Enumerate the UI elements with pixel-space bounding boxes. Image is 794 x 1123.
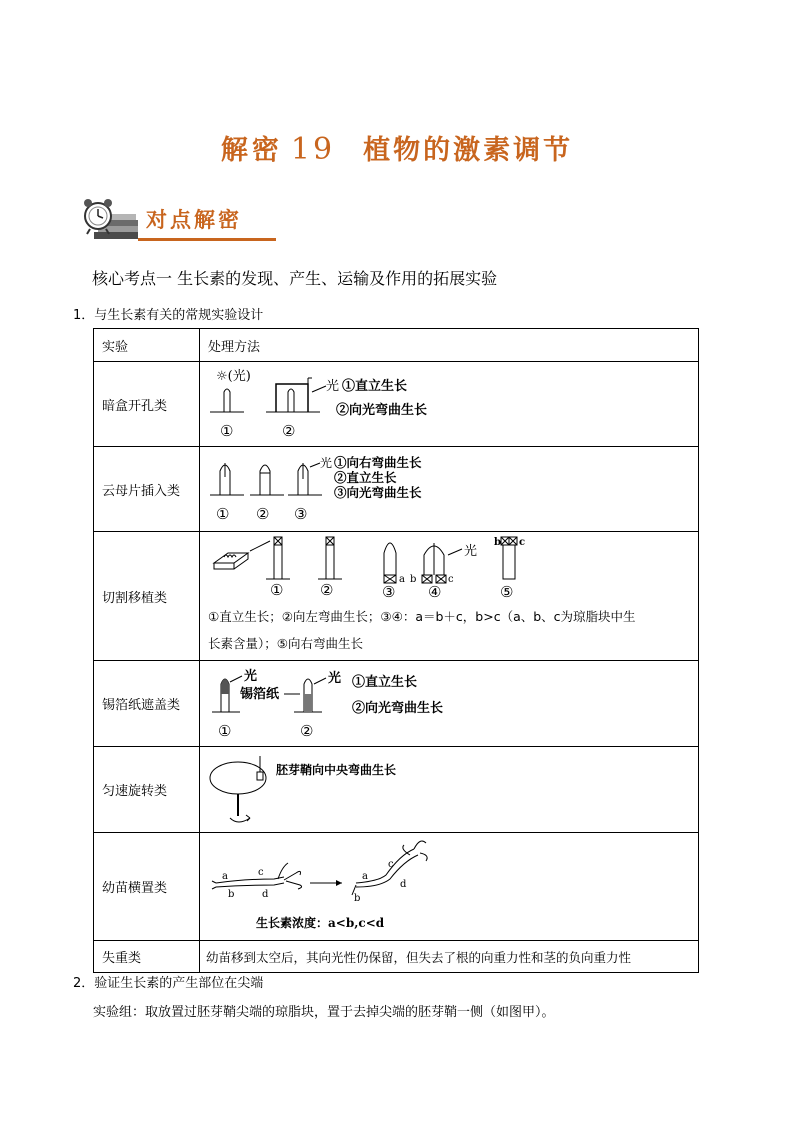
graft-caption-line1: ①直立生长；②向左弯曲生长；③④：a＝b＋c，b>c（a、b、c为琼脂块中生 (208, 609, 636, 624)
page-title: 解密 19 植物的激素调节 (220, 132, 574, 167)
table-row (94, 833, 699, 941)
foil-diagram (204, 662, 694, 742)
table-row (94, 661, 699, 747)
table-row (94, 532, 699, 661)
row-name: 切割移植类 (94, 532, 200, 661)
num-3: ③ (294, 505, 308, 523)
graft-diagram (204, 535, 694, 599)
table-row (94, 447, 699, 532)
row-diagram (200, 447, 699, 532)
num-1: ① (216, 505, 230, 523)
num-2: ② (256, 505, 270, 523)
banner-label: 对点解密 (146, 207, 242, 232)
header-col1: 实验 (94, 329, 200, 362)
row-diagram (200, 661, 699, 747)
light-top-label: ☼(光) (216, 369, 251, 384)
header-col2: 处理方法 (200, 329, 699, 362)
num-2: ② (300, 721, 314, 740)
label-c1: c (258, 866, 264, 878)
table-header-row (94, 329, 699, 362)
label-a1: a (399, 574, 405, 585)
table-row (94, 747, 699, 833)
num-1: ① (270, 581, 284, 599)
row-name: 匀速旋转类 (94, 747, 200, 833)
label-a2: a (362, 870, 368, 882)
num-1: ① (220, 422, 234, 440)
result-1: ①向右弯曲生长 (334, 455, 422, 470)
result-2: ②向光弯曲生长 (336, 403, 428, 418)
row-diagram (200, 362, 699, 447)
result-2: ②直立生长 (334, 470, 397, 485)
foil-label: 锡箔纸 (240, 686, 280, 702)
rotation-diagram (204, 748, 694, 828)
concentration-label: 生长素浓度：a<b,c<d (256, 915, 385, 930)
section2-detail: 实验组：取放置过胚芽鞘尖端的琼脂块，置于去掉尖端的胚芽鞘一侧（如图甲）。 (93, 1005, 555, 1020)
row-text: 幼苗移到太空后，其向光性仍保留，但失去了根的向重力性和茎的负向重力性 (200, 941, 699, 973)
label-c2: c (448, 574, 454, 585)
mica-diagram (204, 447, 694, 527)
num-3: ③ (382, 583, 396, 599)
row-name: 云母片插入类 (94, 447, 200, 532)
label-b2: b (354, 892, 361, 904)
label-d2: d (400, 878, 407, 890)
section-banner (80, 198, 275, 246)
row-name: 失重类 (94, 941, 200, 973)
row-name: 暗盒开孔类 (94, 362, 200, 447)
section2-heading: 2．验证生长素的产生部位在尖端 (73, 976, 264, 991)
result-1: ①直立生长 (342, 379, 408, 394)
num-2: ② (320, 581, 334, 599)
result-2: ②向光弯曲生长 (352, 700, 444, 716)
label-d1: d (262, 888, 269, 900)
num-4: ④ (428, 583, 442, 599)
result-1: 胚芽鞘向中央弯曲生长 (276, 762, 397, 777)
light-label: 光 (464, 544, 478, 559)
table-row (94, 941, 699, 973)
experiment-table (93, 328, 699, 973)
label-b1: b (228, 888, 235, 900)
label-a1: a (222, 870, 228, 882)
light-label-1: 光 (244, 668, 258, 684)
result-3: ③向光弯曲生长 (334, 485, 422, 500)
label-b3: b (494, 537, 501, 548)
horizontal-seedling-diagram (204, 835, 694, 935)
num-5: ⑤ (500, 583, 514, 599)
section1-heading: 1．与生长素有关的常规实验设计 (73, 308, 264, 323)
light-side-label: 光 (326, 379, 340, 394)
row-diagram (200, 532, 699, 661)
banner-underline (138, 238, 276, 241)
num-2: ② (282, 422, 296, 440)
num-1: ① (218, 721, 232, 740)
table-row (94, 362, 699, 447)
label-c3: c (519, 537, 526, 548)
core-heading: 核心考点一 生长素的发现、产生、运输及作用的拓展实验 (92, 269, 498, 288)
result-1: ①直立生长 (352, 674, 418, 690)
row-diagram (200, 747, 699, 833)
clock-books-icon (80, 198, 140, 244)
light-label-2: 光 (328, 670, 342, 686)
graft-caption-line2: 长素含量）；⑤向右弯曲生长 (208, 636, 363, 651)
row-diagram (200, 833, 699, 941)
darkbox-diagram (204, 362, 694, 442)
label-c2: c (388, 858, 394, 870)
row-name: 锡箔纸遮盖类 (94, 661, 200, 747)
row-name: 幼苗横置类 (94, 833, 200, 941)
light-label: 光 (320, 456, 333, 470)
label-b1: b (410, 574, 417, 585)
